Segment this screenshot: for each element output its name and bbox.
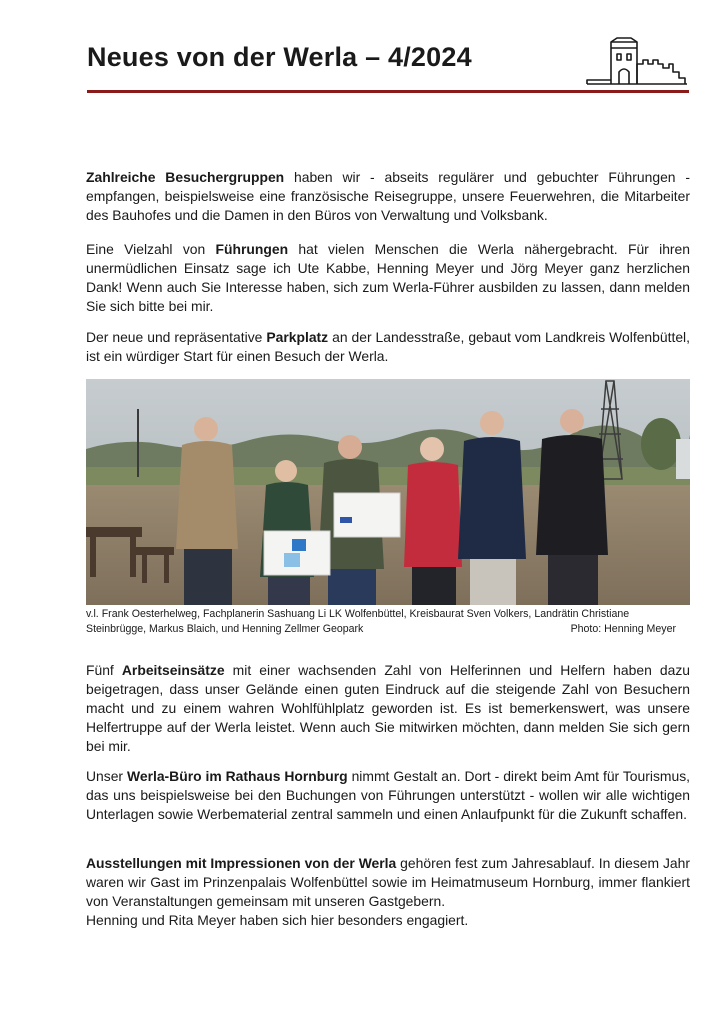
paragraph-parking-bold: Parkplatz: [266, 329, 329, 345]
paragraph-visitors-text: haben wir - abseits regulärer und gebuchter Führungen - empfangen, beispielsweise eine französische Reisegruppe, unsere Feuerwehren, die Mitarbeiter des Bauhofes und die Damen in den Büros von Verwaltung und Volksbank.: [86, 169, 690, 223]
paragraph-tours-pre: Eine Vielzahl von: [86, 241, 216, 257]
paragraph-work-days: [86, 661, 690, 756]
paragraph-exhibitions: [86, 854, 690, 930]
paragraph-office: [86, 767, 690, 824]
page-title: Neues von der Werla – 4/2024: [87, 42, 472, 72]
paragraph-office-bold: Werla-Büro im Rathaus Hornburg: [126, 768, 348, 784]
paragraph-work-days-pre: Fünf: [86, 662, 122, 678]
group-photo: [86, 379, 690, 605]
page-header: [87, 40, 689, 94]
paragraph-work-days-bold: Arbeitseinsätze: [121, 662, 225, 678]
paragraph-parking-pre: Der neue und repräsentative: [86, 329, 267, 345]
paragraph-parking-text: an der Landesstraße, gebaut vom Landkreis Wolfenbüttel, ist ein würdiger Start für einen Besuch der Werla.: [86, 329, 690, 364]
paragraph-tours-text: hat vielen Menschen die Werla nähergebracht. Für ihren unermüdlichen Einsatz sage ich Ute Kabbe, Henning Meyer und Jörg Meyer ganz herzlichen Dank! Wenn auch Sie Interesse haben, sich zum Werla-Führer ausbilden zu lassen, dann melden Sie sich bitte bei mir.: [86, 241, 691, 314]
paragraph-work-days-text: mit einer wachsenden Zahl von Helferinnen und Helfern haben dazu beigetragen, dass unser Gelände einen guten Eindruck auf die steigende Zahl von Besuchern macht und zu einem wahren Wohlfühlplatz geworden ist. Es ist bemerkenswert, was unsere Helfertruppe auf der Werla leistet. Wenn auch Sie mitwirken möchten, dann melden Sie sich gern bei mir.: [86, 662, 691, 754]
paragraph-exhibitions-line2: Henning und Rita Meyer haben sich hier besonders engagiert.: [86, 912, 469, 928]
paragraph-exhibitions-text: gehören fest zum Jahresablauf. In diesem Jahr waren wir Gast im Prinzenpalais Wolfenbüttel sowie im Heimatmuseum Hornburg, immer flankiert von Veranstaltungen gemeinsam mit unseren Gastgebern.: [86, 855, 690, 909]
header-rule: [87, 90, 689, 93]
paragraph-tours: [86, 240, 690, 316]
paragraph-parking: [86, 328, 690, 366]
group-photo-illustration: [86, 379, 690, 605]
paragraph-office-text: nimmt Gestalt an. Dort - direkt beim Amt für Tourismus, das uns beispielsweise bei den Buchungen von Führungen unterstützt - wollen wir alle wichtigen Unterlagen sowie Werbematerial zentral sammeln und einen Anlaufpunkt für die Zukunft schaffen.: [86, 768, 691, 822]
paragraph-office-pre: Unser: [86, 768, 127, 784]
photo-caption: [86, 607, 676, 637]
castle-logo-icon: [585, 34, 689, 86]
paragraph-exhibitions-bold: Ausstellungen mit Impressionen von der Werla: [86, 855, 397, 871]
paragraph-visitors-bold: Zahlreiche Besuchergruppen: [86, 169, 285, 185]
paragraph-tours-bold: Führungen: [215, 241, 289, 257]
photo-credit: Photo: Henning Meyer: [570, 623, 676, 635]
photo-caption-text: v.l. Frank Oesterhelweg, Fachplanerin Sashuang Li LK Wolfenbüttel, Kreisbaurat Sven Volkers, Landrätin Christiane Steinbrügge, Markus Blaich, und Henning Zellmer Geopark: [86, 608, 630, 635]
paragraph-visitors: [86, 168, 690, 225]
